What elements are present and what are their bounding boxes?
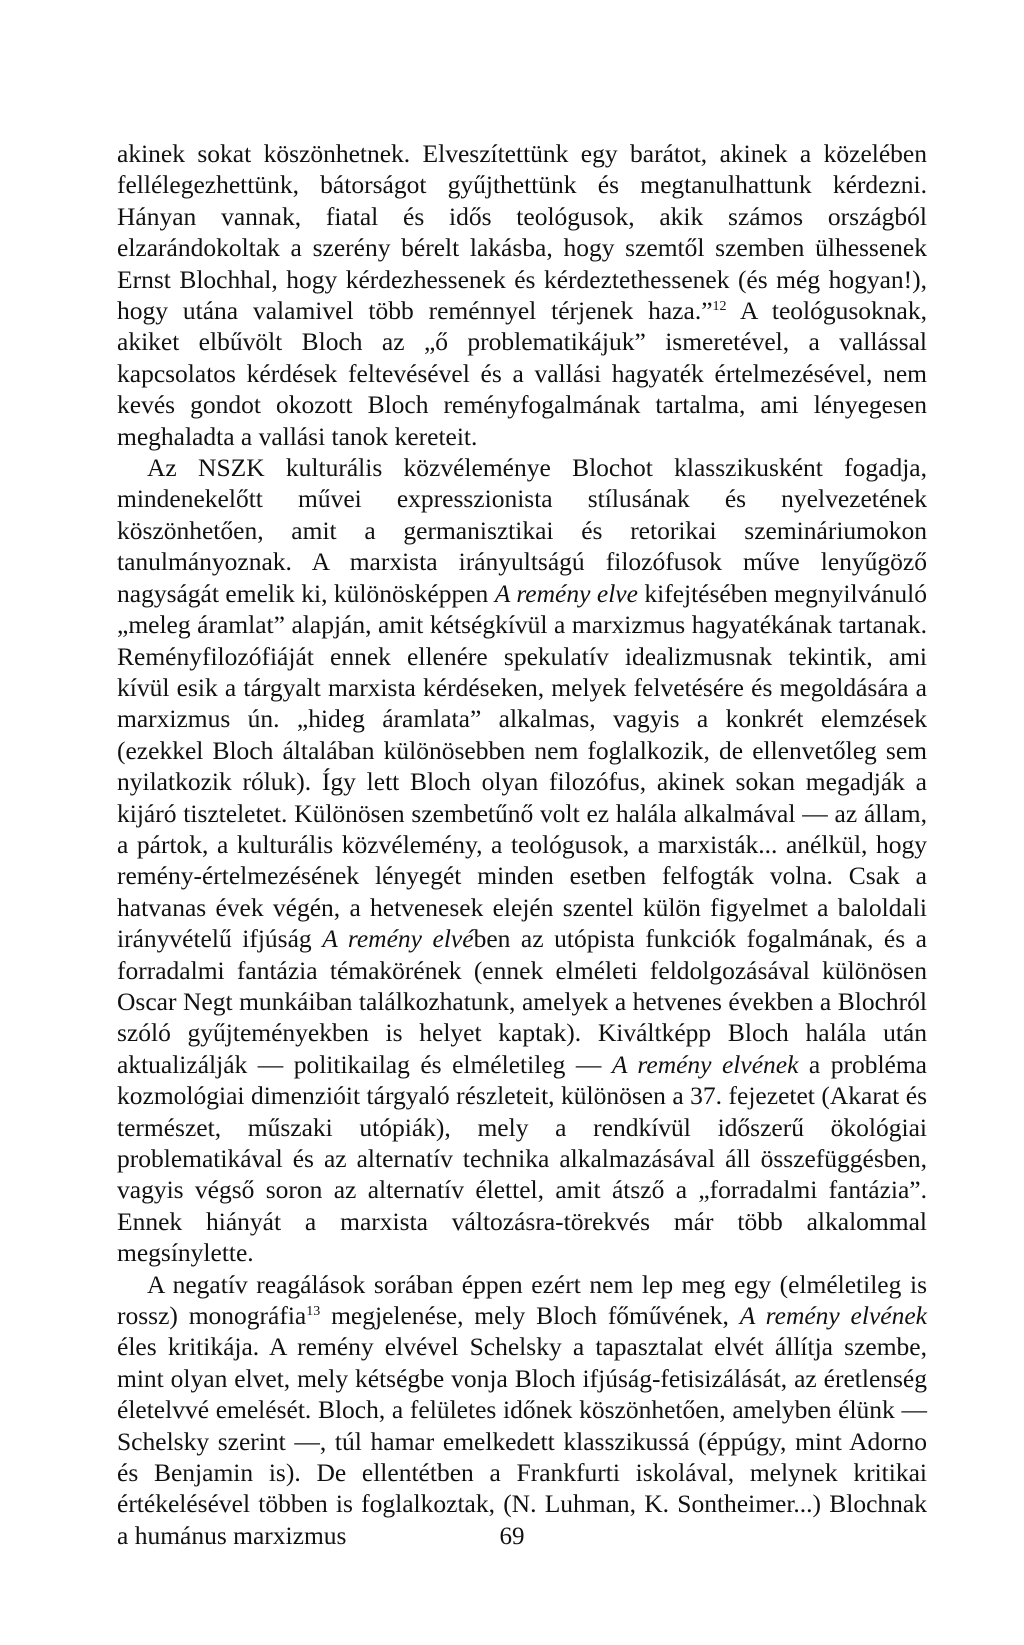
text-run: A negatív reagálások sorában éppen ezért nem lep meg egy (elméletileg is rossz) monográfia [117,1269,927,1331]
text-run: akinek sokat köszönhetnek. Elveszítettünk egy barátot, akinek a közelében fellélegezhettünk, bátorságot gyűjthettünk és megtanulhattunk kérdezni. Hányan vannak, fiatal és idős teológusok, akik számos országból elzarándokoltak a szerény bérelt lakásba, hogy szemtől szemben ülhessenek Ernst Blochhal, hogy kérdezhessenek és kérdeztethessenek (és még hogyan!), hogy utána valamivel több reménnyel térjenek haza.” [117,139,927,326]
footnote-ref: 13 [306,1304,321,1320]
text-run: Az NSZK kulturális közvéleménye Blochot klasszikusként fogadja, mindenekelőtt művei expresszionista stílusának és nyelvezetének köszönhetően, amit a germanisztikai és retorikai szemináriumokon tanulmányoznak. A marxista irányultságú filozófusok műve lenyűgöző nagyságát emelik ki, különösképpen [117,453,927,608]
italic-title: A remény elvé [322,924,474,954]
paragraph-3 [117,1269,927,1552]
text-run: a probléma kozmológiai dimenzióit tárgyaló részleteit, különösen a 37. fejezetet (Akarat és természet, műszaki utópiák), mely a rendkívül időszerű ökológiai problematikával és az alternatív technika alkalmazásával áll összefüggésben, vagyis végső soron az alternatív élettel, amit átsző a „forradalmi fantázia”. Ennek hiányát a marxista változásra-törekvés már több alkalommal megsínylette. [117,1049,927,1268]
text-run: kifejtésében megnyilvánuló „meleg áramlat” alapján, amit kétségkívül a marxizmus hagyatékának tartanak. Reményfilozófiáját ennek ellenére spekulatív idealizmusnak tekintik, ami kívül esik a tárgyalt marxista kérdéseken, melyek felvetésére és megoldására a marxizmus ún. „hideg áramlata” alkalmas, vagyis a konkrét elemzések (ezekkel Bloch általában különösebben nem foglalkozik, de ellenvetőleg sem nyilatkozik róluk). Így lett Bloch olyan filozófus, akinek sokan megadják a kijáró tiszteletet. Különösen szembetűnő volt ez halála alkalmával — az állam, a pártok, a kulturális közvélemény, a teológusok, a marxisták... anélkül, hogy remény-értelmezésének lényegét minden esetben felfogták volna. Csak a hatvanas évek végén, a hetvenesek elején szentel külön figyelmet a baloldali irányvételű ifjúság [117,578,927,954]
italic-title: A remény elve [494,578,638,608]
paragraph-1 [117,138,927,452]
text-run: megjelenése, mely Bloch főművének, [320,1301,740,1331]
text-run: A teológusoknak, akiket elbűvölt Bloch az „ő problematikájuk” ismeretével, a vallással kapcsolatos kérdések feltevésével és a vallási hagyaték értelmezésével, nem kevés gondot okozott Bloch reményfogalmának tartalma, ami lényegesen meghaladta a vallási tanok kereteit. [117,296,927,451]
italic-title: A remény elvének [611,1049,799,1079]
italic-title: A remény elvének [739,1301,927,1331]
page-number: 69 [499,1523,525,1550]
footnote-ref: 12 [712,299,727,315]
text-run: éles kritikája. A remény elvével Schelsky a tapasztalat elvét állítja szembe, mint olyan elvet, mely kétségbe vonja Bloch ifjúság-fetisizálását, az éretlenség életelvvé emelését. Bloch, a felületes időnek köszönhetően, amelyben élünk — Schelsky szerint —, túl hamar emelkedett klasszikussá (éppúgy, mint Adorno és Benjamin is). De ellentétben a Frankfurti iskolával, melynek kritikai értékelésével többen is foglalkoztak, (N. Luhman, K. Sontheimer...) Blochnak a humánus marxizmus [117,1332,927,1550]
page-text [117,138,927,1551]
text-run: ben az utópista funkciók fogalmának, és a forradalmi fantázia témakörének (ennek elméleti feldolgozásával különösen Oscar Negt munkáiban találkozhatunk, amelyek a hetvenes években a Blochról szóló gyűjteményekben is helyet kaptak). Kiváltképp Bloch halála után aktualizálják — politikailag és elméletileg — [117,924,927,1079]
paragraph-2 [117,452,927,1269]
